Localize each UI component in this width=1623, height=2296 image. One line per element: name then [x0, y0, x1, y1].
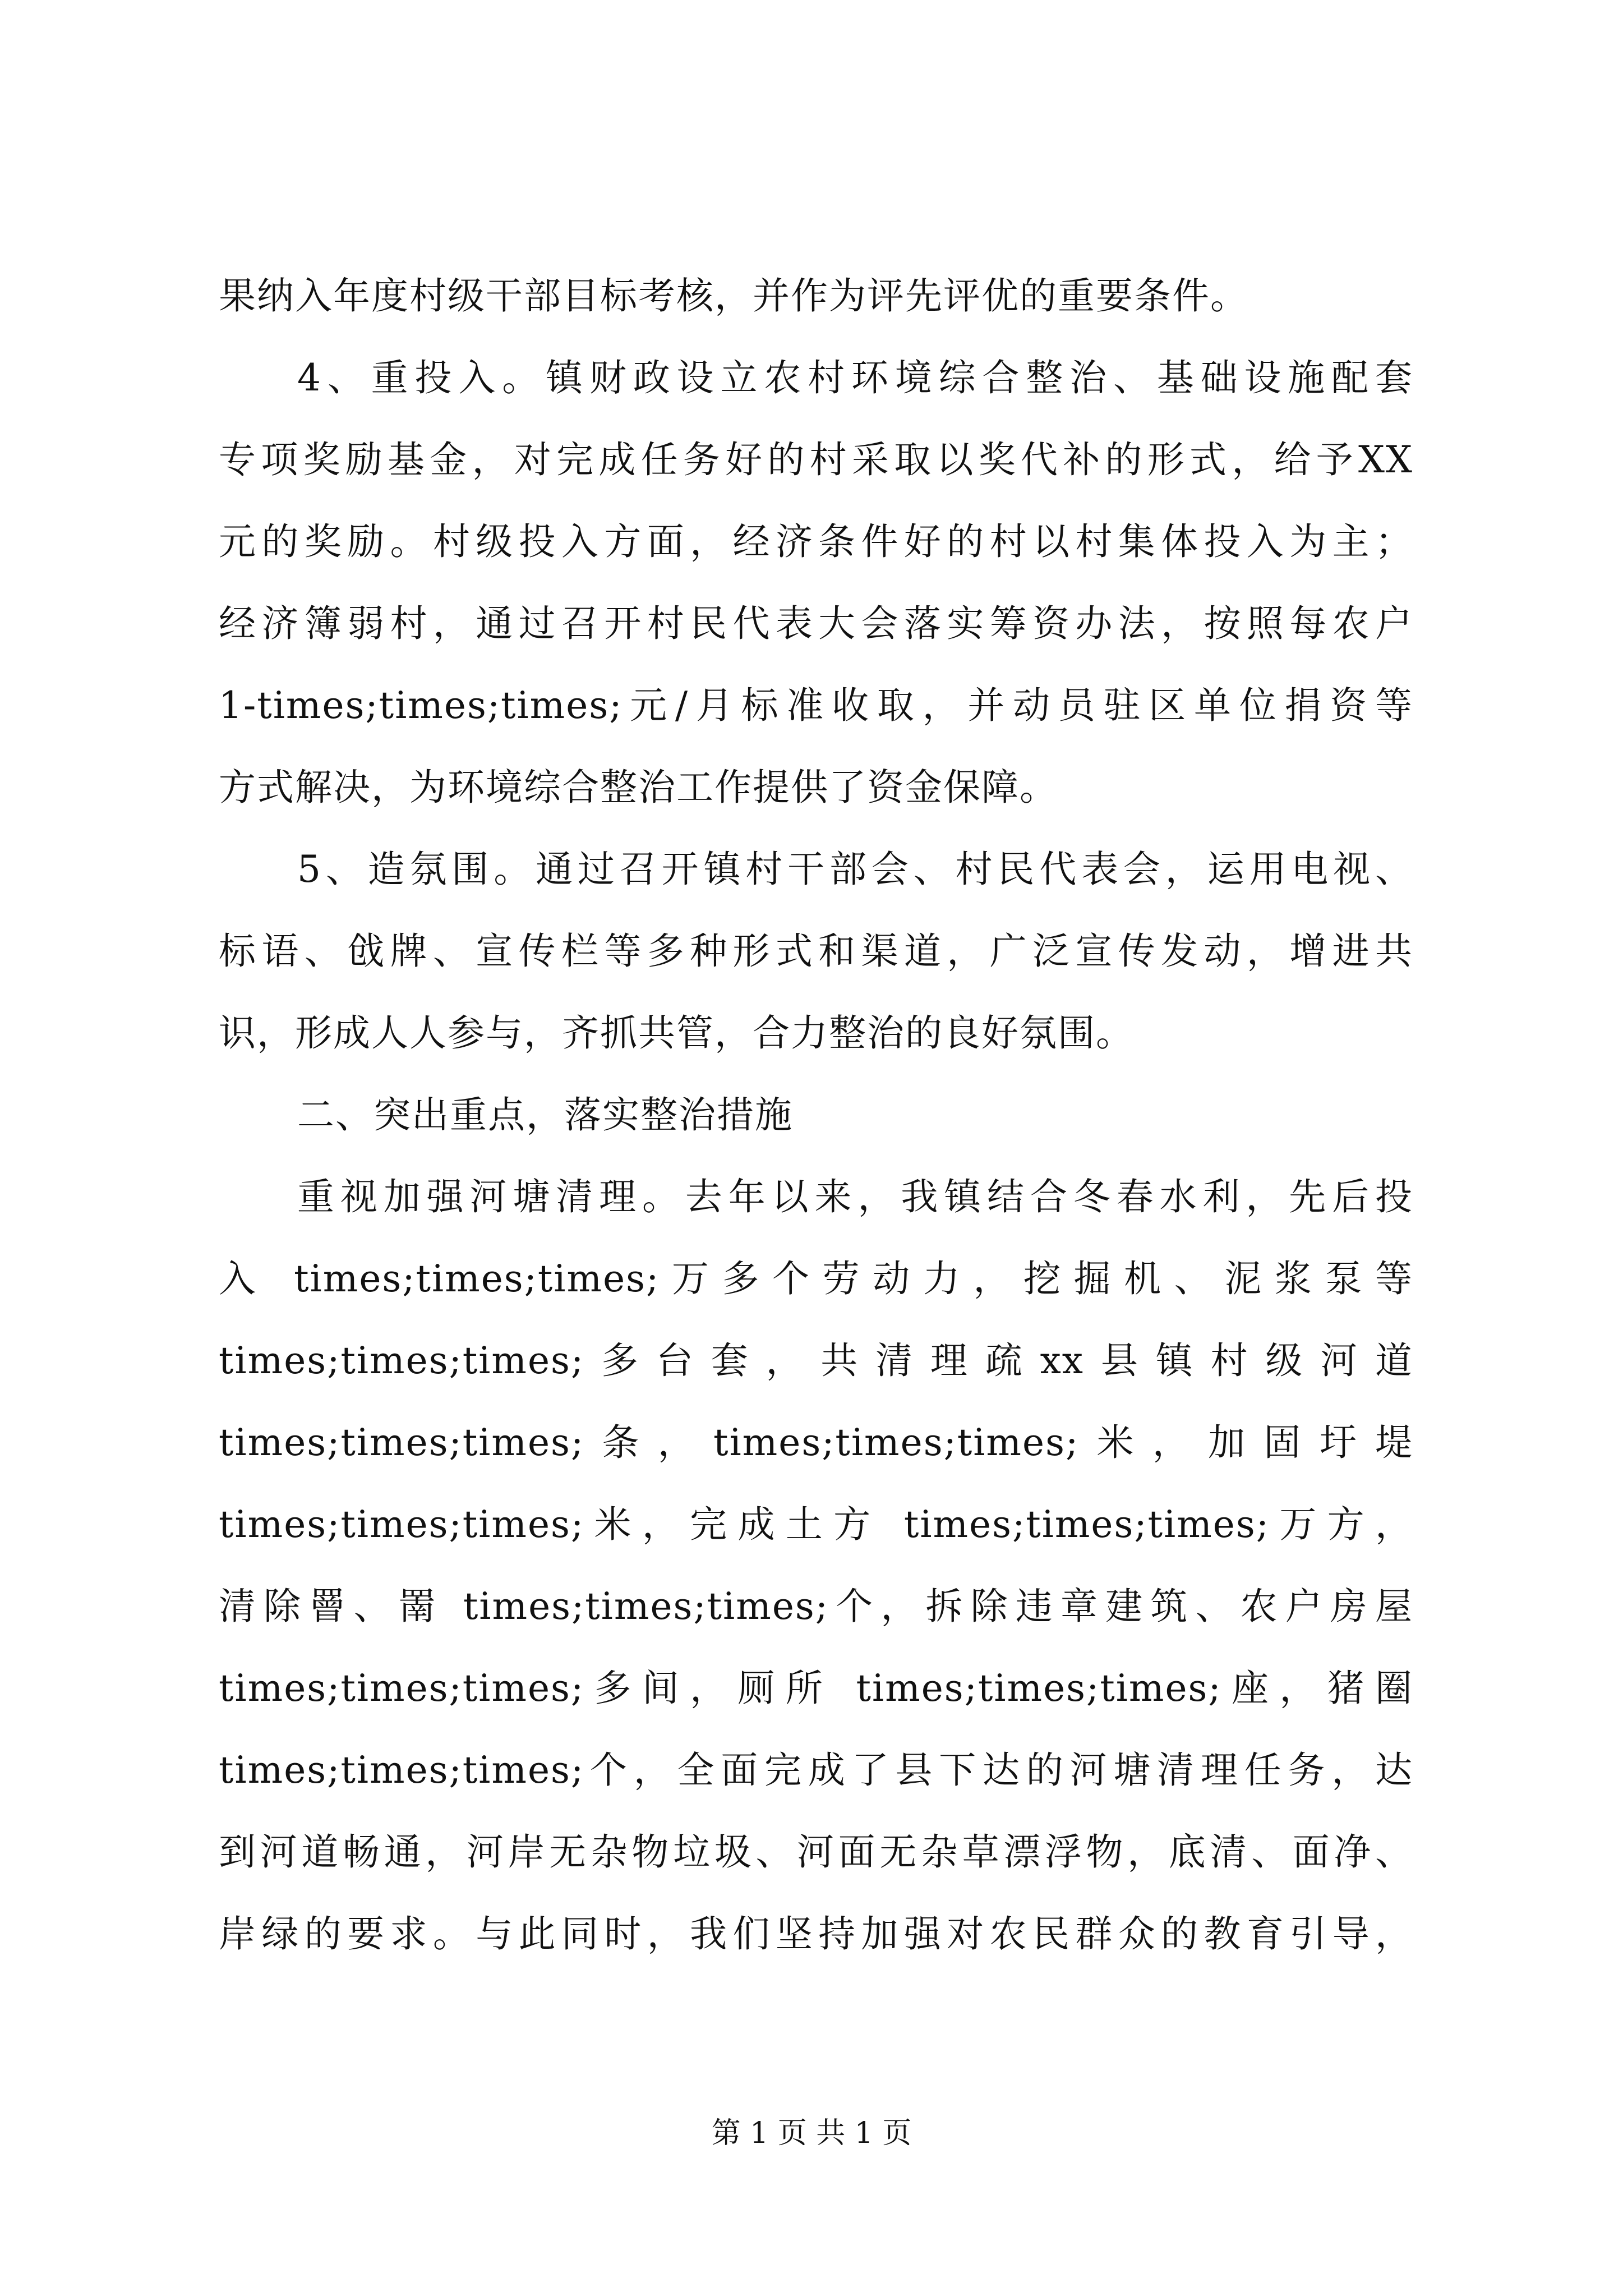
text-line: 果纳入年度村级干部目标考核，并作为评先评优的重要条件。: [219, 274, 1248, 318]
text-line: times;times;times;多台套，共清理疏xx县镇村级河道: [219, 1339, 1413, 1382]
text-line: times;times;times;条，times;times;times;米，加固圩堤: [219, 1421, 1413, 1464]
page-footer: 第 1 页 共 1 页: [711, 2116, 912, 2150]
text-line: 4、重投入。镇财政设立农村环境综合整治、基础设施配套: [297, 356, 1413, 399]
text-line: 清除罾、罱 times;times;times;个，拆除违章建筑、农户房屋: [219, 1585, 1413, 1628]
text-line: 1-times;times;times;元/月标准收取，并动员驻区单位捐资等: [219, 684, 1413, 727]
text-line: 岸绿的要求。与此同时，我们坚持加强对农民群众的教育引导，: [219, 1912, 1413, 1955]
text-line: 专项奖励基金，对完成任务好的村采取以奖代补的形式，给予XX: [219, 438, 1413, 481]
text-line: 元的奖励。村级投入方面，经济条件好的村以村集体投入为主；: [219, 520, 1413, 563]
text-line: 5、造氛围。通过召开镇村干部会、村民代表会，运用电视、: [297, 848, 1413, 891]
text-line: 重视加强河塘清理。去年以来，我镇结合冬春水利，先后投: [297, 1175, 1413, 1218]
text-line: 入 times;times;times;万多个劳动力，挖掘机、泥浆泵等: [219, 1257, 1413, 1300]
text-line: times;times;times;米，完成土方 times;times;times;万方，: [219, 1503, 1413, 1546]
text-line: times;times;times;多间，厕所 times;times;times;座，猪圈: [219, 1667, 1413, 1710]
document-body: [219, 255, 1413, 1975]
text-line: 二、突出重点，落实整治措施: [297, 1093, 793, 1137]
text-line: 识，形成人人参与，齐抓共管，合力整治的良好氛围。: [219, 1011, 1134, 1055]
text-line: 到河道畅通，河岸无杂物垃圾、河面无杂草漂浮物，底清、面净、: [219, 1830, 1413, 1874]
text-line: 方式解决，为环境综合整治工作提供了资金保障。: [219, 766, 1058, 809]
text-line: times;times;times;个，全面完成了县下达的河塘清理任务，达: [219, 1749, 1413, 1792]
text-line: 经济簿弱村，通过召开村民代表大会落实筹资办法，按照每农户: [219, 602, 1413, 645]
text-line: 标语、戗牌、宣传栏等多种形式和渠道，广泛宣传发动，增进共: [219, 930, 1413, 973]
